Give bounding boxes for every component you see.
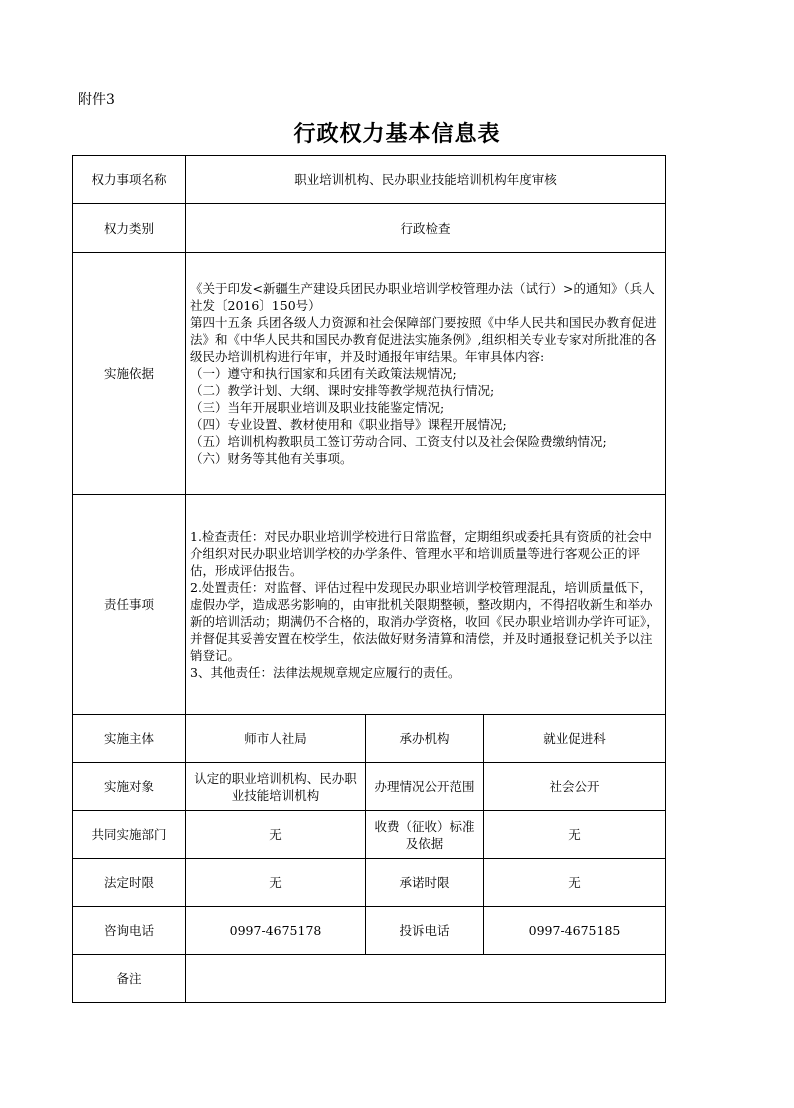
remarks-label: 备注: [73, 955, 186, 1003]
item-name-label: 权力事项名称: [73, 156, 186, 204]
row-object: [73, 763, 666, 811]
row-remarks: [73, 955, 666, 1003]
row-subject: [73, 715, 666, 763]
info-table: [72, 155, 666, 1003]
category-label: 权力类别: [73, 204, 186, 253]
consult-phone-label: 咨询电话: [73, 907, 186, 955]
row-responsibility: [73, 495, 666, 715]
basis-line: （六）财务等其他有关事项。: [190, 451, 353, 466]
basis-line: （五）培训机构教职员工签订劳动合同、工资支付以及社会保险费缴纳情况;: [190, 434, 607, 449]
attachment-label: 附件3: [78, 92, 115, 108]
disclosure-scope-label: 办理情况公开范围: [366, 763, 484, 811]
subject-label: 实施主体: [73, 715, 186, 763]
responsibility-content: [186, 495, 666, 715]
handling-agency-label: 承办机构: [366, 715, 484, 763]
joint-dept-value: 无: [186, 811, 366, 859]
basis-line: （一）遵守和执行国家和兵团有关政策法规情况;: [190, 366, 457, 381]
row-time-limit: [73, 859, 666, 907]
basis-line: （四）专业设置、教材使用和《职业指导》课程开展情况;: [190, 417, 507, 432]
subject-value: 师市人社局: [186, 715, 366, 763]
legal-time-limit-value: 无: [186, 859, 366, 907]
basis-label: 实施依据: [73, 253, 186, 495]
joint-dept-label: 共同实施部门: [73, 811, 186, 859]
row-phone: [73, 907, 666, 955]
disclosure-scope-value: 社会公开: [484, 763, 666, 811]
object-value: 认定的职业培训机构、民办职业技能培训机构: [186, 763, 366, 811]
complaint-phone-value: 0997-4675185: [484, 907, 666, 955]
basis-line: 《关于印发<新疆生产建设兵团民办职业培训学校管理办法（试行）>的通知》（兵人社发〔2016〕150号）: [190, 281, 655, 313]
row-joint: [73, 811, 666, 859]
basis-content: [186, 253, 666, 495]
basis-line: 第四十五条 兵团各级人力资源和社会保障部门要按照《中华人民共和国民办教育促进法》和《中华人民共和国民办教育促进法实施条例》,组织相关专业专家对所批准的各级民办培训机构进行年审，并及时通报年审结果。年审具体内容:: [190, 315, 657, 364]
promised-time-limit-value: 无: [484, 859, 666, 907]
responsibility-paragraph: 1.检查责任：对民办职业培训学校进行日常监督，定期组织或委托具有资质的社会中介组织对民办职业培训学校的办学条件、管理水平和培训质量等进行客观公正的评估，形成评估报告。: [190, 529, 652, 578]
promised-time-limit-label: 承诺时限: [366, 859, 484, 907]
fee-standard-value: 无: [484, 811, 666, 859]
remarks-value: [186, 955, 666, 1003]
complaint-phone-label: 投诉电话: [366, 907, 484, 955]
fee-standard-label: 收费（征收）标准及依据: [366, 811, 484, 859]
responsibility-paragraph: 2.处置责任：对监督、评估过程中发现民办职业培训学校管理混乱，培训质量低下，虚假办学，造成恶劣影响的，由审批机关限期整顿，整改期内，不得招收新生和举办新的培训活动；期满仍不合格的，取消办学资格，收回《民办职业培训办学许可证》，并督促其妥善安置在校学生，依法做好财务清算和清偿，并及时通报登记机关予以注销登记。: [190, 580, 659, 663]
row-basis: [73, 253, 666, 495]
basis-line: （三）当年开展职业培训及职业技能鉴定情况;: [190, 400, 445, 415]
consult-phone-value: 0997-4675178: [186, 907, 366, 955]
category-value: 行政检查: [186, 204, 666, 253]
handling-agency-value: 就业促进科: [484, 715, 666, 763]
basis-line: （二）教学计划、大纲、课时安排等教学规范执行情况;: [190, 383, 495, 398]
item-name-value: 职业培训机构、民办职业技能培训机构年度审核: [186, 156, 666, 204]
object-label: 实施对象: [73, 763, 186, 811]
responsibility-label: 责任事项: [73, 495, 186, 715]
row-category: [73, 204, 666, 253]
responsibility-paragraph: 3、其他责任：法律法规规章规定应履行的责任。: [190, 665, 461, 680]
legal-time-limit-label: 法定时限: [73, 859, 186, 907]
row-item-name: [73, 156, 666, 204]
page-title: 行政权力基本信息表: [293, 121, 501, 147]
